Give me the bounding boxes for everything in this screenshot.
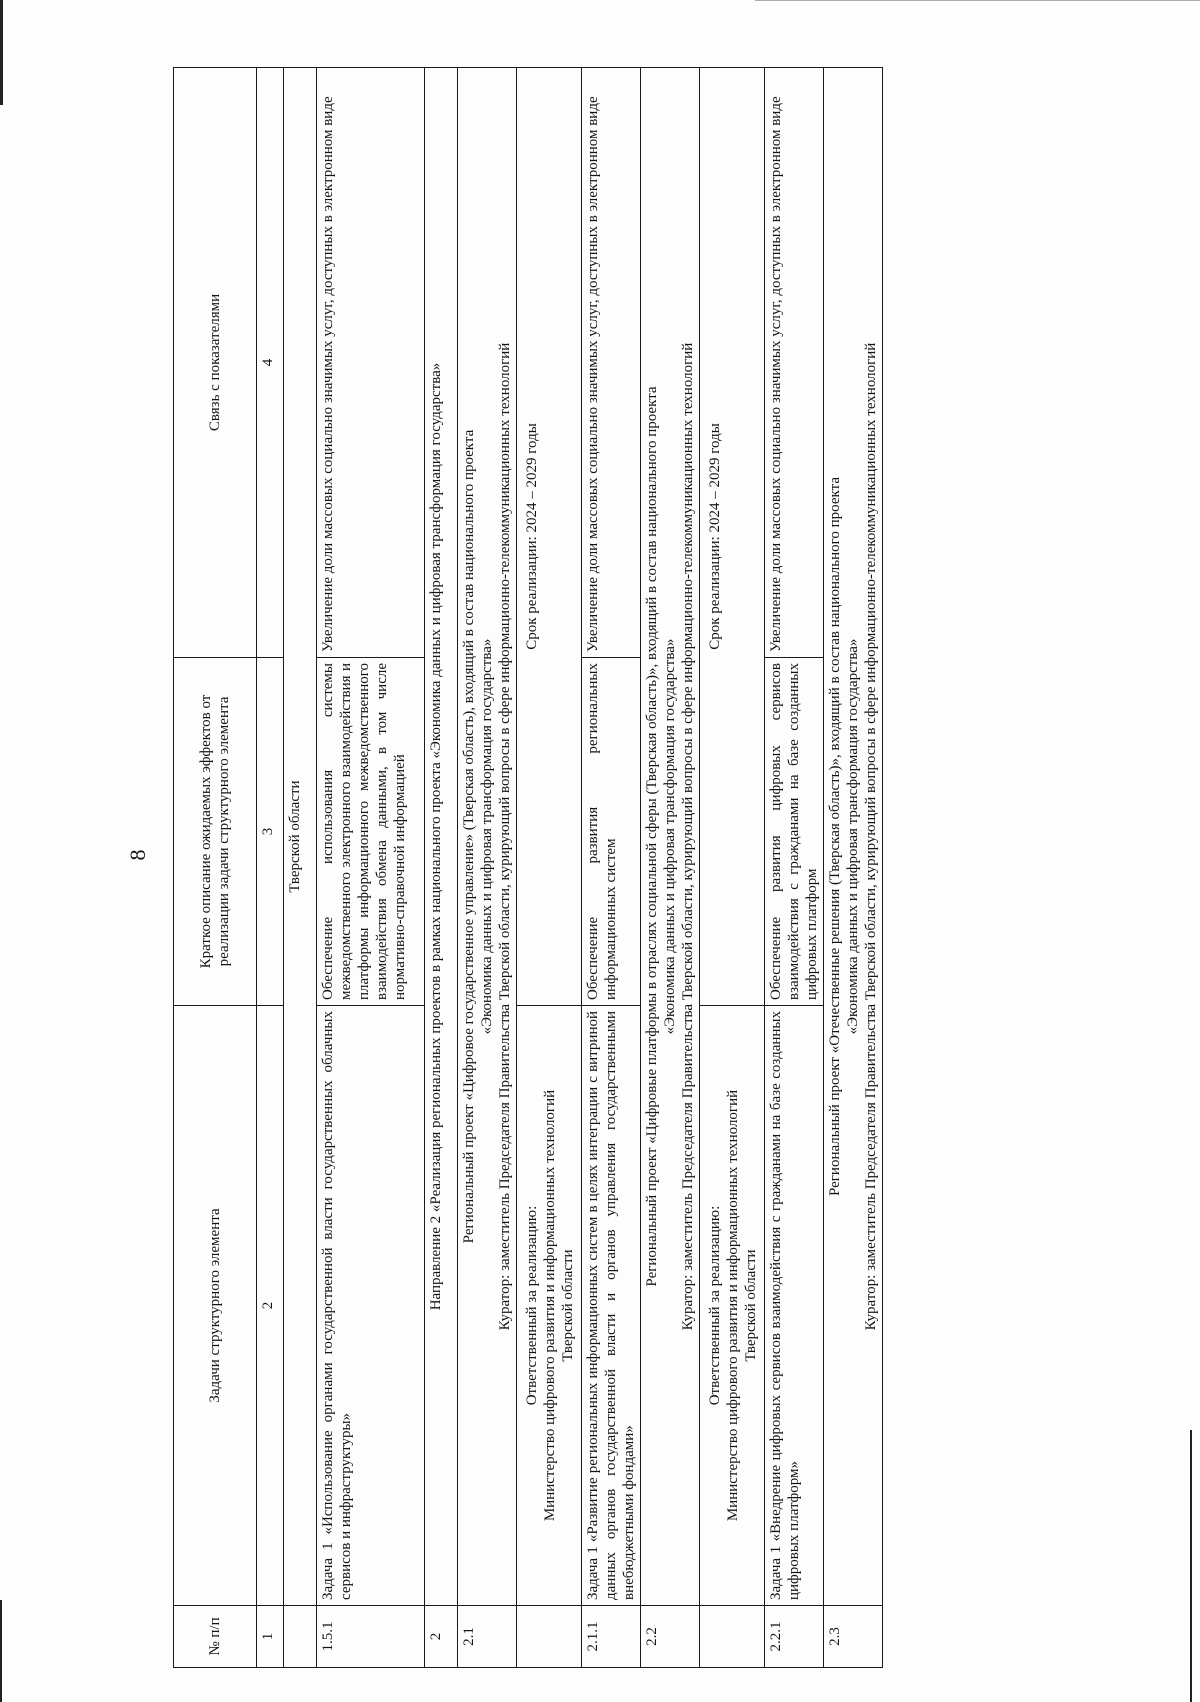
- table-row: [765, 68, 824, 1668]
- project-row: [824, 68, 883, 1668]
- column-number: 2: [257, 1006, 284, 1606]
- responsible-row: [700, 68, 765, 1668]
- responsible-label: Ответственный за реализацию:: [524, 1205, 540, 1406]
- scan-edge-mark: [1190, 1430, 1192, 1702]
- task-cell: Задача 1 «Использование органами государственной власти государственных облачных сервисов и инфраструктуры»: [317, 1006, 425, 1606]
- header-link: Связь с показателями: [174, 68, 257, 658]
- rotated-table-container: [173, 68, 1133, 1668]
- project-title: Региональный проект «Цифровые платформы в отраслях социальной сферы (Тверская область)», входящий в состав национального проекта: [644, 386, 660, 1287]
- carry-over-text: Тверской области: [284, 68, 317, 1606]
- table-header-row: [174, 68, 257, 1668]
- column-number-row: [257, 68, 284, 1668]
- row-number: 2: [425, 1606, 458, 1668]
- responsible-row: [517, 68, 582, 1668]
- responsible-cell: [700, 1006, 765, 1606]
- responsible-cell: [517, 1006, 582, 1606]
- indicator-link-cell: Увеличение доли массовых социально значимых услуг, доступных в электронном виде: [582, 68, 641, 658]
- row-number: 2.1.1: [582, 1606, 641, 1668]
- row-number: 2.2.1: [765, 1606, 824, 1668]
- project-title: Региональный проект «Цифровое государственное управление» (Тверская область), входящий в состав национального проекта: [461, 429, 477, 1244]
- empty-cell: [517, 1606, 582, 1668]
- scan-edge-mark: [0, 1600, 2, 1702]
- empty-cell: [284, 1606, 317, 1668]
- scan-edge-mark: [755, 0, 1200, 1]
- header-effect: Краткое описание ожидаемых эффектов от реализации задачи структурного элемента: [174, 658, 257, 1006]
- header-task: Задачи структурного элемента: [174, 1006, 257, 1606]
- project-cell: [458, 68, 517, 1606]
- project-curator: Куратор: заместитель Председателя Правительства Тверской области, курирующий вопросы в сфере информационно-телекоммуникационных технологий: [680, 342, 696, 1331]
- row-number: 1.5.1: [317, 1606, 425, 1668]
- responsible-org: Министерство цифрового развития и информационных технологий: [542, 1089, 558, 1522]
- project-title: Региональный проект «Отечественные решения (Тверская область)», входящий в состав национального проекта: [827, 476, 843, 1197]
- column-number: 3: [257, 658, 284, 1006]
- project-title-cont: «Экономика данных и цифровая трансформация государства»: [479, 638, 495, 1035]
- project-cell: [824, 68, 883, 1606]
- scan-edge-mark: [0, 0, 3, 105]
- period-cell: Срок реализации: 2024 – 2029 годы: [700, 68, 765, 1006]
- task-cell: Задача 1 «Внедрение цифровых сервисов взаимодействия с гражданами на базе созданных цифровых платформ»: [765, 1006, 824, 1606]
- empty-cell: [700, 1606, 765, 1668]
- structural-elements-table: [173, 67, 883, 1668]
- project-title-cont: «Экономика данных и цифровая трансформация государства»: [845, 638, 861, 1035]
- column-number: 1: [257, 1606, 284, 1668]
- effect-cell: Обеспечение развития цифровых сервисов взаимодействия с гражданами на базе созданных цифровых платформ: [765, 658, 824, 1006]
- table-row: [317, 68, 425, 1668]
- period-cell: Срок реализации: 2024 – 2029 годы: [517, 68, 582, 1006]
- row-number: 2.2: [641, 1606, 700, 1668]
- row-number: 2.3: [824, 1606, 883, 1668]
- project-curator: Куратор: заместитель Председателя Правительства Тверской области, курирующий вопросы в сфере информационно-телекоммуникационных технологий: [863, 342, 879, 1331]
- responsible-label: Ответственный за реализацию:: [707, 1205, 723, 1406]
- responsible-org: Министерство цифрового развития и информационных технологий: [725, 1089, 741, 1522]
- project-row: [458, 68, 517, 1668]
- direction-title: Направление 2 «Реализация региональных проектов в рамках национального проекта «Экономика данных и цифровая трансформация государства»: [425, 68, 458, 1606]
- effect-cell: Обеспечение использования системы межведомственного электронного взаимодействия и платформы информационного межведомственного взаимодействия обмена данными, в том числе нормативно-справочной информацией: [317, 658, 425, 1006]
- page-number: 8: [125, 849, 150, 861]
- project-title-cont: «Экономика данных и цифровая трансформация государства»: [662, 638, 678, 1035]
- indicator-link-cell: Увеличение доли массовых социально значимых услуг, доступных в электронном виде: [765, 68, 824, 658]
- responsible-org-region: Тверской области: [743, 1249, 759, 1362]
- row-number: 2.1: [458, 1606, 517, 1668]
- table-row: [582, 68, 641, 1668]
- project-cell: [641, 68, 700, 1606]
- project-curator: Куратор: заместитель Председателя Правительства Тверской области, курирующий вопросы в сфере информационно-телекоммуникационных технологий: [497, 342, 513, 1331]
- column-number: 4: [257, 68, 284, 658]
- indicator-link-cell: Увеличение доли массовых социально значимых услуг, доступных в электронном виде: [317, 68, 425, 658]
- header-num: № п/п: [174, 1606, 257, 1668]
- effect-cell: Обеспечение развития региональных информационных систем: [582, 658, 641, 1006]
- task-cell: Задача 1 «Развитие региональных информационных систем в целях интеграции с витриной данных органов государственной власти и органов управления государственными внебюджетными фондами»: [582, 1006, 641, 1606]
- responsible-org-region: Тверской области: [560, 1249, 576, 1362]
- carry-over-row: [284, 68, 317, 1668]
- direction-row: [425, 68, 458, 1668]
- project-row: [641, 68, 700, 1668]
